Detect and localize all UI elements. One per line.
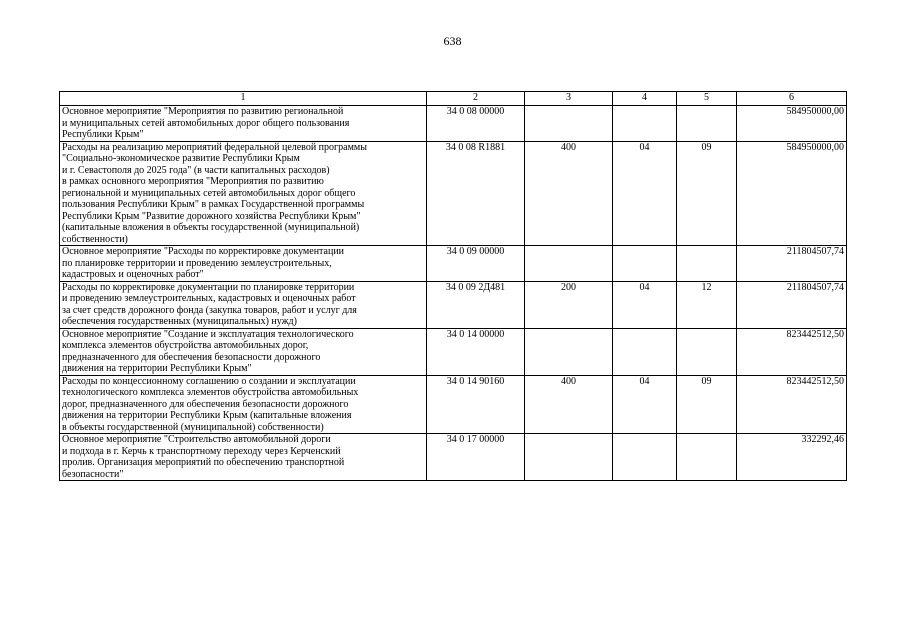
- row-description: [60, 434, 427, 481]
- description-line: Основное мероприятие "Создание и эксплуатация технологического: [62, 328, 354, 340]
- description-line: пролив. Организация мероприятий по обеспечению транспортной: [62, 457, 345, 468]
- expense-type-code: [525, 328, 613, 375]
- budget-code: 34 0 08 R1881: [427, 141, 525, 246]
- budget-code: 34 0 14 90160: [427, 375, 525, 434]
- expense-type-code: 400: [525, 375, 613, 434]
- budget-code: 34 0 09 2Д481: [427, 281, 525, 328]
- column-header: 5: [677, 92, 737, 106]
- row-description: [60, 328, 427, 375]
- section-code: 04: [613, 375, 677, 434]
- description-line: и г. Севастополя до 2025 года" (в части капитальных расходов): [62, 164, 330, 176]
- description-line: в объекты государственной (муниципальной) собственности): [62, 421, 324, 433]
- description-line: по планировке территории и проведению землеустроительных,: [62, 257, 332, 269]
- budget-code: 34 0 09 00000: [427, 246, 525, 282]
- row-description: [60, 106, 427, 142]
- subsection-code: [677, 106, 737, 142]
- budget-code: 34 0 14 00000: [427, 328, 525, 375]
- row-description: [60, 246, 427, 282]
- expense-type-code: [525, 246, 613, 282]
- description-line: предназначенного для обеспечения безопасности дорожного: [62, 351, 321, 363]
- subsection-code: 09: [677, 375, 737, 434]
- amount: 584950000,00: [737, 106, 847, 142]
- subsection-code: [677, 434, 737, 481]
- description-line: и подхода в г. Керчь к транспортному переходу через Керченский: [62, 445, 341, 457]
- table-row: [60, 375, 847, 434]
- amount: 211804507,74: [737, 246, 847, 282]
- amount: 584950000,00: [737, 141, 847, 246]
- description-line: за счет средств дорожного фонда (закупка товаров, работ и услуг для: [62, 304, 357, 316]
- description-line: кадастровых и оценочных работ": [62, 269, 204, 280]
- table-row: [60, 141, 847, 246]
- row-description: [60, 281, 427, 328]
- column-header: 2: [427, 92, 525, 106]
- table-row: [60, 281, 847, 328]
- description-line: технологического комплекса элементов обустройства автомобильных: [62, 387, 359, 398]
- amount: 823442512,50: [737, 328, 847, 375]
- table-row: [60, 434, 847, 481]
- description-line: пользования Республики Крым" в рамках Государственной программы: [62, 199, 365, 210]
- expense-type-code: 200: [525, 281, 613, 328]
- budget-table: [59, 91, 847, 481]
- description-line: движения на территории Республики Крым": [62, 363, 252, 374]
- description-line: Основное мероприятие "Строительство автомобильной дороги: [62, 434, 331, 445]
- table-row: [60, 106, 847, 142]
- section-code: [613, 106, 677, 142]
- description-line: Расходы по корректировке документации по планировке территории: [62, 281, 355, 293]
- row-description: [60, 375, 427, 434]
- amount: 332292,46: [737, 434, 847, 481]
- description-line: Основное мероприятие "Расходы по корректировке документации: [62, 246, 345, 257]
- column-header: 6: [737, 92, 847, 106]
- description-line: Республики Крым": [62, 129, 144, 140]
- description-line: комплекса элементов обустройства автомобильных дорог,: [62, 340, 309, 351]
- description-line: и муниципальных сетей автомобильных дорог общего пользования: [62, 117, 350, 129]
- section-code: 04: [613, 141, 677, 246]
- section-code: [613, 434, 677, 481]
- description-line: Расходы по концессионному соглашению о создании и эксплуатации: [62, 375, 356, 387]
- expense-type-code: [525, 434, 613, 481]
- description-line: "Социально-экономическое развитие Республики Крым: [62, 153, 300, 164]
- column-header: 3: [525, 92, 613, 106]
- expense-type-code: 400: [525, 141, 613, 246]
- description-line: движения на территории Республики Крым (капитальные вложения: [62, 410, 352, 421]
- description-line: региональной и муниципальных сетей автомобильных дорог общего: [62, 187, 356, 199]
- subsection-code: [677, 328, 737, 375]
- budget-code: 34 0 08 00000: [427, 106, 525, 142]
- table-header-row: [60, 92, 847, 106]
- row-description: [60, 141, 427, 246]
- description-line: и проведению землеустроительных, кадастровых и оценочных работ: [62, 293, 356, 304]
- description-line: (капитальные вложения в объекты государственной (муниципальной): [62, 222, 360, 233]
- subsection-code: 12: [677, 281, 737, 328]
- section-code: [613, 246, 677, 282]
- column-header: 4: [613, 92, 677, 106]
- table-row: [60, 328, 847, 375]
- description-line: в рамках основного мероприятия "Мероприятия по развитию: [62, 176, 324, 187]
- budget-code: 34 0 17 00000: [427, 434, 525, 481]
- section-code: 04: [613, 281, 677, 328]
- description-line: Основное мероприятие "Мероприятия по развитию региональной: [62, 106, 344, 117]
- description-line: Расходы на реализацию мероприятий федеральной целевой программы: [62, 141, 367, 153]
- table-row: [60, 246, 847, 282]
- page-number: 638: [443, 34, 462, 48]
- description-line: дорог, предназначенного для обеспечения безопасности дорожного: [62, 398, 349, 410]
- amount: 823442512,50: [737, 375, 847, 434]
- description-line: Республики Крым "Развитие дорожного хозяйства Республики Крым": [62, 210, 361, 222]
- description-line: обеспечения государственных (муниципальных) нужд): [62, 316, 297, 327]
- description-line: безопасности": [62, 468, 124, 480]
- subsection-code: 09: [677, 141, 737, 246]
- section-code: [613, 328, 677, 375]
- description-line: собственности): [62, 233, 128, 245]
- subsection-code: [677, 246, 737, 282]
- amount: 211804507,74: [737, 281, 847, 328]
- column-header: 1: [60, 92, 427, 106]
- expense-type-code: [525, 106, 613, 142]
